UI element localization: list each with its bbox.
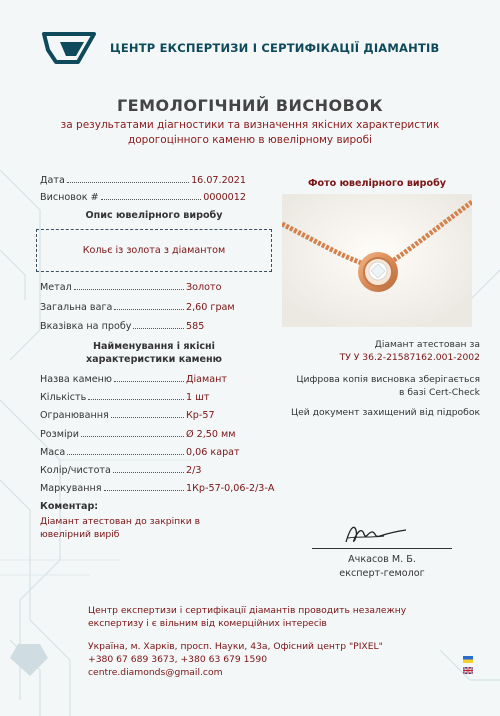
field-label: Розміри xyxy=(40,429,79,440)
number-row xyxy=(40,192,246,203)
field-label: Маса xyxy=(40,447,66,458)
dots-leader xyxy=(67,447,184,455)
dots-leader xyxy=(104,483,184,491)
organization-name: ЦЕНТР ЕКСПЕРТИЗИ І СЕРТИФІКАЦІЇ ДІАМАНТІВ xyxy=(110,41,440,55)
subtitle-line-2: дорогоцінного каменю в ювелірному виробі xyxy=(128,134,372,146)
stone-color-row xyxy=(40,465,272,476)
weight-row xyxy=(40,302,272,313)
number-label: Висновок # xyxy=(40,192,99,203)
field-label: Маркування xyxy=(40,483,102,494)
date-value: 16.07.2021 xyxy=(191,175,246,186)
footer-contacts xyxy=(88,640,428,679)
probe-row xyxy=(40,321,272,332)
diamond-logo-icon xyxy=(38,30,100,66)
stone-count-row xyxy=(40,392,272,403)
field-value: Ø 2,50 мм xyxy=(186,429,236,440)
field-label: Огранювання xyxy=(40,410,109,421)
footer-phones: +380 67 689 3673, +380 63 679 1590 xyxy=(88,654,268,665)
stone-mass-row xyxy=(40,447,272,458)
field-value: 2/3 xyxy=(186,465,202,476)
stone-marking-row xyxy=(40,483,292,494)
jewelry-photo xyxy=(282,194,472,327)
dots-leader xyxy=(67,175,189,183)
expert-name: Ачкасов М. Б. xyxy=(348,554,416,565)
dots-leader xyxy=(88,392,184,400)
field-value: Золото xyxy=(186,282,222,293)
footer-intro-line-2: експертизу і є вільним від комерційних інтересів xyxy=(88,618,327,629)
dots-leader xyxy=(133,321,184,329)
stone-cut-row xyxy=(40,410,272,421)
note-protection: Цей документ захищений від підробок xyxy=(290,407,480,418)
dots-leader xyxy=(114,374,184,382)
necklace-image xyxy=(282,194,472,327)
comment-text: Діамант атестован до закріпки в ювелірний виріб xyxy=(40,516,201,540)
header xyxy=(38,28,478,68)
date-label: Дата xyxy=(40,175,65,186)
uk-flag-icon[interactable] xyxy=(463,667,473,674)
note-digital-copy: Цифрова копія висновка зберігається xyxy=(296,374,480,385)
dots-leader xyxy=(74,282,184,290)
field-value: 585 xyxy=(186,321,205,332)
ukraine-flag-icon[interactable] xyxy=(463,656,473,663)
footer-address: Україна, м. Харків, просп. Науки, 43а, Офісний центр "PIXEL" xyxy=(88,641,383,652)
item-section-title: Опис ювелірного виробу xyxy=(85,210,223,221)
field-label: Загальна вага xyxy=(40,302,113,313)
field-value: Діамант xyxy=(186,374,228,385)
photo-title: Фото ювелірного виробу xyxy=(307,178,447,189)
field-label: Кількість xyxy=(40,392,87,403)
item-description-box xyxy=(36,229,272,272)
dots-leader xyxy=(101,192,202,200)
field-value: 1Кр-57-0,06-2/3-А xyxy=(186,483,275,494)
footer-intro-line-1: Центр експертизи і сертифікації діамантів проводить незалежну xyxy=(88,605,407,616)
dots-leader xyxy=(113,465,184,473)
dots-leader xyxy=(81,429,184,437)
field-value: 2,60 грам xyxy=(186,302,235,313)
comment-label: Коментар: xyxy=(40,501,99,512)
document-title: ГЕМОЛОГІЧНИЙ ВИСНОВОК xyxy=(116,96,384,115)
stone-name-row xyxy=(40,374,272,385)
signature-line xyxy=(312,548,452,549)
date-row xyxy=(40,175,246,186)
note-standard-value: ТУ У 36.2-21587162.001-2002 xyxy=(339,352,480,363)
document-subtitle xyxy=(40,118,460,148)
dots-leader xyxy=(111,410,184,418)
number-value: 0000012 xyxy=(203,192,246,203)
signature-icon xyxy=(340,518,410,550)
footer-email[interactable]: centre.diamonds@gmail.com xyxy=(88,667,223,678)
footer-intro xyxy=(88,604,418,630)
field-label: Метал xyxy=(40,282,72,293)
expert-role: експерт-гемолог xyxy=(339,568,425,579)
field-value: Кр-57 xyxy=(186,410,215,421)
stone-size-row xyxy=(40,429,272,440)
stone-section-title-line-2: характеристики каменю xyxy=(85,354,222,365)
field-label: Вказівка на пробу xyxy=(40,321,132,332)
field-label: Колір/чистота xyxy=(40,465,111,476)
stone-section-title xyxy=(36,340,272,366)
field-value: 1 шт xyxy=(186,392,210,403)
field-label: Назва каменю xyxy=(40,374,112,385)
field-value: 0,06 карат xyxy=(186,447,240,458)
dots-leader xyxy=(114,302,184,310)
note-cert-check: в базі Cert-Check xyxy=(398,387,480,398)
stone-section-title-line-1: Найменування і якісні xyxy=(93,341,215,352)
item-description: Кольє із золота з діамантом xyxy=(82,245,226,256)
subtitle-line-1: за результатами діагностики та визначення якісних характеристик xyxy=(60,119,440,131)
metal-row xyxy=(40,282,272,293)
note-standard-label: Діамант атестован за xyxy=(374,339,480,350)
